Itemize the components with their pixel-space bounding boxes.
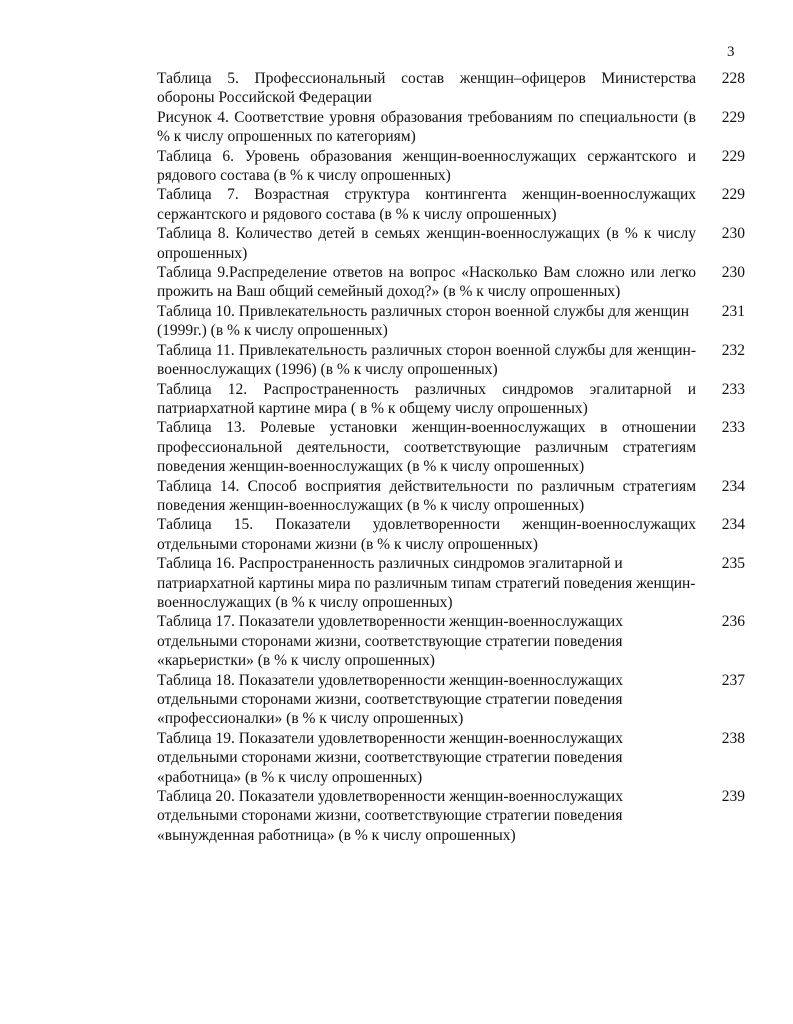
- toc-entry: [157, 108, 745, 147]
- toc-entry-title: Таблица 8. Количество детей в семьях женщин-военнослужащих (в % к числу опрошенных): [157, 225, 696, 262]
- toc-entry-page: 237: [721, 671, 745, 689]
- toc-entry-title: Таблица 12. Распространенность различных синдромов эгалитарной и патриархатной картине мира ( в % к общему числу опрошенных): [157, 380, 696, 417]
- toc-entry-title: Таблица 5. Профессиональный состав женщин–офицеров Министерства обороны Российской Федерации: [157, 70, 696, 107]
- toc-entry-title: Таблица 13. Ролевые установки женщин-военнослужащих в отношении профессиональной деятельности, соответствующие различным стратегиям поведения женщин-военнослужащих (в % к числу опрошенных): [157, 419, 696, 476]
- toc-entry: [157, 380, 745, 419]
- toc-entry-page: 234: [721, 516, 745, 534]
- toc-entry: [157, 515, 745, 554]
- toc-entry-title: Таблица 16. Распространенность различных синдромов эгалитарной и патриархатной картины мира по различным типам стратегий поведения женщин-военнослужащих (в % к числу опрошенных): [157, 555, 696, 611]
- toc-entry-title: Таблица 9.Распределение ответов на вопрос «Насколько Вам сложно или легко прожить на Ваш общий семейный доход?» (в % к числу опрошенных): [157, 264, 696, 301]
- toc-entry-page: 235: [721, 555, 745, 573]
- toc-entry-title: Таблица 6. Уровень образования женщин-военнослужащих сержантского и рядового состава (в % к числу опрошенных): [157, 147, 696, 185]
- toc-entry-page: 229: [721, 108, 745, 126]
- toc-entry-page: 238: [721, 729, 745, 747]
- toc-entry-title: Таблица 19. Показатели удовлетворенности женщин-военнослужащих отдельными сторонами жизни, соответствующие стратегии поведения «работница» (в % к числу опрошенных): [157, 729, 623, 786]
- toc-entry-title: Таблица 10. Привлекательность различных сторон военной службы для женщин (1999г.) (в % к числу опрошенных): [157, 302, 690, 340]
- toc-entry: [157, 418, 745, 476]
- toc-entry-page: 236: [721, 613, 745, 631]
- toc-entry: [157, 263, 745, 302]
- toc-entry-title: Таблица 20. Показатели удовлетворенности женщин-военнослужащих отдельными сторонами жизни, соответствующие стратегии поведения «вынужденная работница» (в % к числу опрошенных): [157, 788, 623, 844]
- toc-entry: [157, 69, 745, 108]
- toc-entry-title: Таблица 15. Показатели удовлетворенности женщин-военнослужащих отдельными сторонами жизни (в % к числу опрошенных): [157, 516, 696, 553]
- toc-entry: [157, 787, 745, 845]
- toc-entry-title: Рисунок 4. Соответствие уровня образования требованиям по специальности (в % к числу опрошенных по категориям): [157, 108, 696, 146]
- toc-entry-page: 233: [721, 419, 745, 437]
- toc-entry-page: 231: [721, 302, 745, 320]
- toc-entry-page: 232: [721, 341, 745, 359]
- toc-entry-title: Таблица 18. Показатели удовлетворенности женщин-военнослужащих отдельными сторонами жизни, соответствующие стратегии поведения «профессионалки» (в % к числу опрошенных): [157, 671, 623, 728]
- toc-entry: [157, 477, 745, 516]
- toc-entry-title: Таблица 17. Показатели удовлетворенности женщин-военнослужащих отдельными сторонами жизни, соответствующие стратегии поведения «карьеристки» (в % к числу опрошенных): [157, 613, 623, 670]
- toc-entry-title: Таблица 11. Привлекательность различных сторон военной службы для женщин-военнослужащих (1996) (в % к числу опрошенных): [157, 341, 696, 379]
- toc-entry-page: 234: [721, 477, 745, 495]
- page-number: 3: [727, 44, 735, 60]
- toc-entry: [157, 729, 745, 787]
- toc-entry-page: 233: [721, 380, 745, 398]
- toc-entry: [157, 612, 745, 670]
- toc-entry-page: 239: [721, 788, 745, 806]
- toc-entry: [157, 341, 745, 380]
- toc-entry-title: Таблица 7. Возрастная структура контингента женщин-военнослужащих сержантского и рядового состава (в % к числу опрошенных): [157, 186, 696, 223]
- toc-entry: [157, 554, 745, 612]
- toc-entry-page: 230: [721, 225, 745, 243]
- toc-entry: [157, 185, 745, 224]
- toc-entry: [157, 224, 745, 263]
- toc-entry: [157, 302, 745, 341]
- toc-entry: [157, 147, 745, 186]
- table-of-contents: [157, 69, 745, 845]
- toc-entry-page: 229: [721, 186, 745, 204]
- toc-entry-page: 228: [721, 70, 745, 87]
- toc-entry-title: Таблица 14. Способ восприятия действительности по различным стратегиям поведения женщин-военнослужащих (в % к числу опрошенных): [157, 477, 696, 514]
- toc-entry-page: 230: [721, 264, 745, 282]
- toc-entry: [157, 671, 745, 729]
- toc-entry-page: 229: [721, 147, 745, 165]
